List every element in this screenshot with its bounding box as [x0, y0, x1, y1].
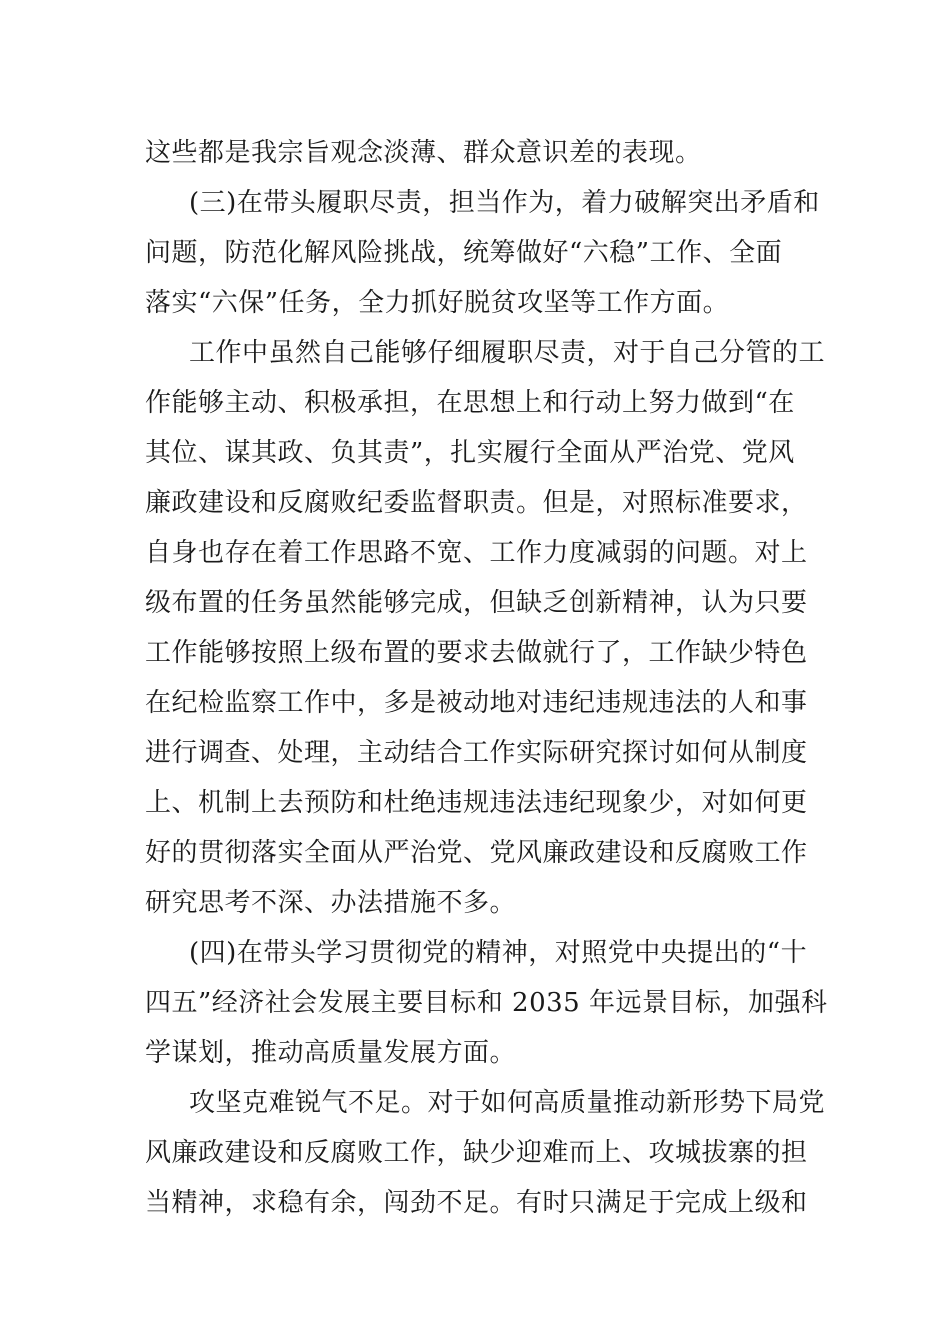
text-line-10: 级布置的任务虽然能够完成，但缺乏创新精神，认为只要	[145, 588, 808, 618]
text-line-8: 廉政建设和反腐败纪委监督职责。但是，对照标准要求，	[145, 488, 808, 518]
text-line-4: 落实“六保”任务，全力抓好脱贫攻坚等工作方面。	[145, 288, 730, 318]
text-line-1: 这些都是我宗旨观念淡薄、群众意识差的表现。	[145, 138, 702, 168]
text-line-3: 问题，防范化解风险挑战，统筹做好“六稳”工作、全面	[145, 238, 783, 268]
text-line-19: 学谋划，推动高质量发展方面。	[145, 1038, 517, 1068]
text-line-22: 当精神，求稳有余，闯劲不足。有时只满足于完成上级和	[145, 1188, 808, 1218]
text-line-21: 风廉政建设和反腐败工作，缺少迎难而上、攻城拔寨的担	[145, 1138, 808, 1168]
text-line-16: 研究思考不深、办法措施不多。	[145, 888, 517, 918]
text-line-7: 其位、谋其政、负其责”，扎实履行全面从严治党、党风	[145, 438, 795, 468]
document-body	[145, 128, 828, 1228]
text-line-11: 工作能够按照上级布置的要求去做就行了，工作缺少特色	[145, 638, 808, 668]
text-line-20: 攻坚克难锐气不足。对于如何高质量推动新形势下局党	[189, 1088, 826, 1118]
text-line-2: (三)在带头履职尽责，担当作为，着力破解突出矛盾和	[189, 188, 820, 218]
text-line-12: 在纪检监察工作中，多是被动地对违纪违规违法的人和事	[145, 688, 808, 718]
text-line-9: 自身也存在着工作思路不宽、工作力度减弱的问题。对上	[145, 538, 808, 568]
text-line-13: 进行调查、处理，主动结合工作实际研究探讨如何从制度	[145, 738, 808, 768]
text-line-5: 工作中虽然自己能够仔细履职尽责，对于自己分管的工	[189, 338, 826, 368]
text-line-15: 好的贯彻落实全面从严治党、党风廉政建设和反腐败工作	[145, 838, 808, 868]
text-line-17: (四)在带头学习贯彻党的精神，对照党中央提出的“十	[189, 938, 808, 968]
text-line-6: 作能够主动、积极承担，在思想上和行动上努力做到“在	[145, 388, 795, 418]
text-line-14: 上、机制上去预防和杜绝违规违法违纪现象少，对如何更	[145, 788, 808, 818]
text-line-18: 四五”经济社会发展主要目标和 2035 年远景目标，加强科	[145, 988, 828, 1018]
